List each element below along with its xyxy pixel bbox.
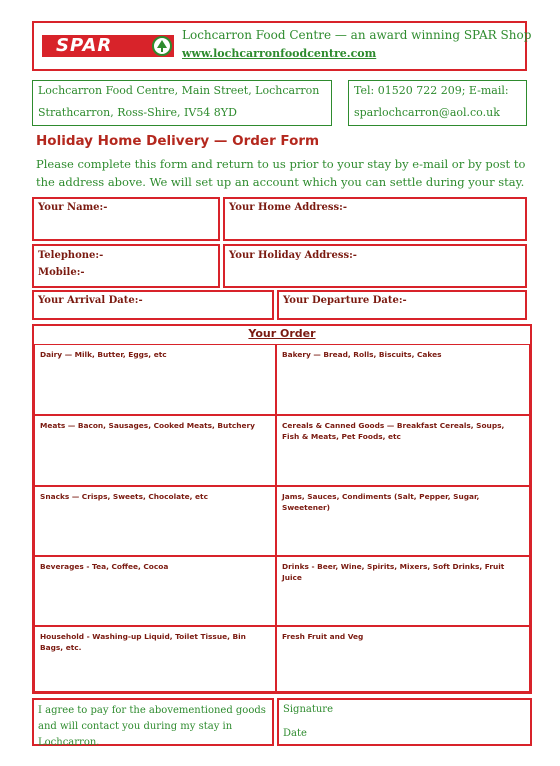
cell-label: Meats — Bacon, Sausages, Cooked Meats, Butchery: [40, 421, 255, 430]
header-banner: [32, 21, 532, 71]
order-cell-bakery[interactable]: [276, 344, 530, 415]
contact-phone: Tel: 01520 722 209; E-mail:: [354, 84, 509, 97]
order-cell-snacks[interactable]: [34, 486, 276, 556]
agreement-box: [32, 698, 274, 746]
order-cell-dairy[interactable]: [34, 344, 276, 415]
holiday-address-field[interactable]: [223, 244, 527, 288]
cell-label: Cereals & Canned Goods — Breakfast Cereals, Soups, Fish & Meats, Pet Foods, etc: [282, 421, 505, 441]
address-line2: Strathcarron, Ross-Shire, IV54 8YD: [38, 106, 237, 119]
form-intro: Please complete this form and return to us prior to your stay by e-mail or by post to the address above. We will set up an account which you can settle during your stay.: [36, 157, 526, 189]
telephone-label: Telephone:-: [38, 250, 104, 261]
arrival-date-label: Your Arrival Date:-: [38, 295, 143, 306]
name-field[interactable]: [32, 197, 220, 241]
order-cell-jams[interactable]: [276, 486, 530, 556]
cell-label: Beverages - Tea, Coffee, Cocoa: [40, 562, 169, 571]
agreement-text: I agree to pay for the abovementioned goods and will contact you during my stay in Lochcarron.: [38, 705, 266, 748]
name-label: Your Name:-: [38, 202, 108, 213]
contact-email[interactable]: sparlochcarron@aol.co.uk: [354, 106, 500, 119]
address-line1: Lochcarron Food Centre, Main Street, Lochcarron: [38, 84, 320, 97]
order-cell-drinks[interactable]: [276, 556, 530, 626]
cell-label: Household - Washing-up Liquid, Toilet Tissue, Bin Bags, etc.: [40, 632, 246, 652]
home-address-label: Your Home Address:-: [229, 202, 347, 213]
mobile-label: Mobile:-: [38, 267, 85, 278]
arrival-date-field[interactable]: [32, 290, 274, 320]
spar-tree-icon: [152, 36, 172, 56]
order-heading: Your Order: [248, 327, 316, 340]
logo-text: SPAR: [56, 35, 113, 56]
cell-label: Drinks - Beer, Wine, Spirits, Mixers, Soft Drinks, Fruit Juice: [282, 562, 505, 582]
cell-label: Jams, Sauces, Condiments (Salt, Pepper, Sugar, Sweetener): [282, 492, 480, 512]
telephone-field[interactable]: [32, 244, 220, 288]
cell-label: Snacks — Crisps, Sweets, Chocolate, etc: [40, 492, 208, 501]
order-cell-household[interactable]: [34, 626, 276, 692]
cell-label: Bakery — Bread, Rolls, Biscuits, Cakes: [282, 350, 442, 359]
contact-box: [348, 80, 527, 126]
form-title: Holiday Home Delivery — Order Form: [36, 133, 320, 149]
header-tagline: Lochcarron Food Centre — an award winning SPAR Shop: [182, 28, 532, 42]
order-cell-meats[interactable]: [34, 415, 276, 486]
date-label: Date: [283, 728, 307, 739]
departure-date-field[interactable]: [277, 290, 527, 320]
cell-label: Fresh Fruit and Veg: [282, 632, 364, 641]
holiday-address-label: Your Holiday Address:-: [229, 250, 357, 261]
website-link[interactable]: www.lochcarronfoodcentre.com: [182, 47, 377, 60]
order-cell-beverages[interactable]: [34, 556, 276, 626]
departure-date-label: Your Departure Date:-: [283, 295, 407, 306]
order-cell-fruit-veg[interactable]: [276, 626, 530, 692]
signature-label: Signature: [283, 704, 334, 715]
address-box: [32, 80, 332, 126]
spar-logo: [42, 35, 174, 57]
signature-box[interactable]: [277, 698, 532, 746]
order-cell-cereals[interactable]: [276, 415, 530, 486]
cell-label: Dairy — Milk, Butter, Eggs, etc: [40, 350, 167, 359]
home-address-field[interactable]: [223, 197, 527, 241]
